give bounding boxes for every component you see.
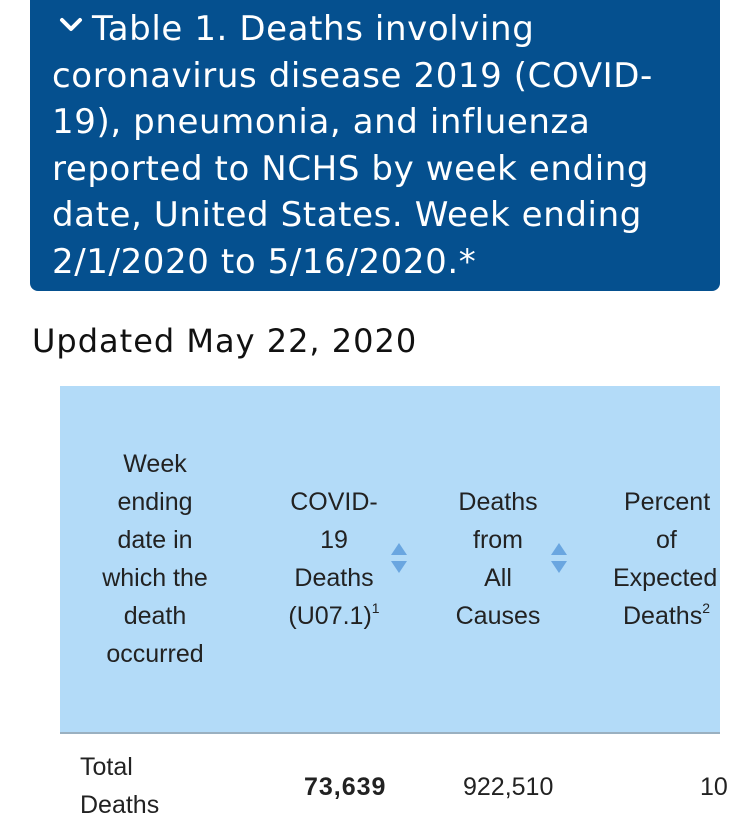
table-title xyxy=(52,6,698,285)
row-label-line: Deaths xyxy=(80,791,160,819)
chevron-down-icon[interactable] xyxy=(52,6,92,52)
row-label xyxy=(80,748,220,824)
header-line: (U07.1) xyxy=(288,602,372,630)
updated-date: Updated May 22, 2020 xyxy=(32,322,418,360)
header-line: Week xyxy=(123,450,187,478)
title-line: reported to NCHS by week ending xyxy=(52,148,650,189)
header-line: Deaths xyxy=(294,564,374,592)
header-line: Percent xyxy=(624,488,711,516)
title-line: 19), pneumonia, and influenza xyxy=(52,102,591,142)
column-header-all-causes[interactable] xyxy=(438,483,558,635)
table-accordion-header[interactable] xyxy=(30,0,720,291)
header-line: from xyxy=(473,526,523,554)
table-header-row xyxy=(60,386,720,732)
header-line: death xyxy=(123,602,187,630)
sort-icon[interactable] xyxy=(550,542,568,574)
title-line: Table 1. Deaths involving xyxy=(92,9,535,49)
header-line: ending xyxy=(117,488,193,516)
header-line: of xyxy=(656,526,677,554)
header-line: which the xyxy=(102,564,208,592)
column-header-covid-deaths[interactable] xyxy=(274,483,394,635)
header-line: All xyxy=(484,564,512,592)
header-line: date in xyxy=(117,526,193,554)
covid-deaths-value: 73,639 xyxy=(304,773,387,801)
title-line: date, United States. Week ending xyxy=(52,195,642,235)
column-header-week-ending[interactable] xyxy=(80,445,230,673)
row-label-line: Total xyxy=(80,753,133,781)
title-line: coronavirus disease 2019 (COVID- xyxy=(52,55,653,96)
sort-icon[interactable] xyxy=(390,542,408,574)
all-causes-value: 922,510 xyxy=(463,773,554,801)
header-line: occurred xyxy=(106,640,204,668)
percent-expected-value: 10 xyxy=(700,773,728,801)
header-line: 19 xyxy=(320,526,348,554)
table-row xyxy=(60,734,728,838)
header-line: Causes xyxy=(455,602,541,630)
header-line: Deaths xyxy=(458,488,538,516)
header-line: COVID- xyxy=(290,488,378,516)
footnote-marker: 1 xyxy=(371,600,380,616)
header-line: Deaths xyxy=(623,602,703,630)
title-line: 2/1/2020 to 5/16/2020.* xyxy=(52,241,477,282)
header-line: Expected xyxy=(613,564,718,592)
column-header-percent-expected[interactable] xyxy=(608,483,734,635)
deaths-table xyxy=(60,386,728,838)
footnote-marker: 2 xyxy=(702,600,711,616)
